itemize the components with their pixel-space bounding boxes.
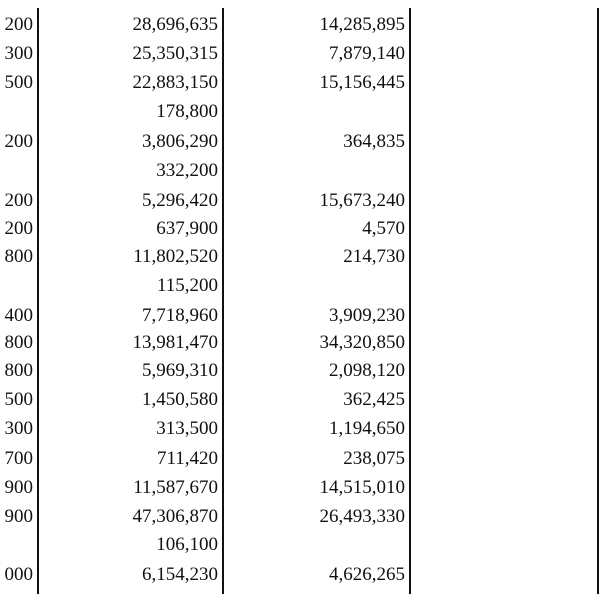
row-code-cell: 000	[4, 564, 33, 585]
table-row	[0, 387, 600, 413]
amount-cell: 238,075	[343, 448, 405, 469]
table-row	[0, 330, 600, 356]
amount-cell: 178,800	[156, 101, 218, 122]
amount-cell: 11,587,670	[133, 477, 218, 498]
table-row	[0, 244, 600, 270]
amount-cell: 25,350,315	[132, 43, 218, 64]
amount-cell: 4,626,265	[329, 564, 405, 585]
row-code-cell: 300	[4, 43, 33, 64]
amount-cell: 11,802,520	[133, 246, 218, 267]
table-row	[0, 562, 600, 588]
row-code-cell: 900	[4, 477, 33, 498]
amount-cell: 26,493,330	[319, 506, 405, 527]
amount-cell: 362,425	[343, 389, 405, 410]
amount-cell: 364,835	[343, 131, 405, 152]
row-code-cell: 300	[4, 418, 33, 439]
amount-cell: 22,883,150	[132, 72, 218, 93]
amount-cell: 637,900	[156, 218, 218, 239]
row-code-cell: 800	[4, 246, 33, 267]
row-code-cell: 200	[4, 14, 33, 35]
amount-cell: 28,696,635	[132, 14, 218, 35]
amount-cell: 15,673,240	[319, 190, 405, 211]
table-row	[0, 416, 600, 442]
table-row	[0, 129, 600, 155]
amount-cell: 2,098,120	[329, 360, 405, 381]
amount-cell: 1,450,580	[142, 389, 218, 410]
amount-cell: 313,500	[156, 418, 218, 439]
amount-cell: 1,194,650	[329, 418, 405, 439]
amount-cell: 15,156,445	[319, 72, 405, 93]
amount-cell: 7,879,140	[329, 43, 405, 64]
row-code-cell: 500	[4, 72, 33, 93]
table-row	[0, 70, 600, 96]
table-row	[0, 303, 600, 329]
row-code-cell: 900	[4, 506, 33, 527]
amount-cell: 47,306,870	[132, 506, 218, 527]
amount-cell: 4,570	[362, 218, 405, 239]
table-row	[0, 446, 600, 472]
row-code-cell: 200	[4, 218, 33, 239]
amount-cell: 14,285,895	[319, 14, 405, 35]
amount-cell: 6,154,230	[142, 564, 218, 585]
amount-cell: 5,969,310	[142, 360, 218, 381]
table-row	[0, 532, 600, 558]
amount-cell: 5,296,420	[142, 190, 218, 211]
amount-cell: 711,420	[156, 448, 218, 469]
table-row	[0, 188, 600, 214]
row-code-cell: 700	[4, 448, 33, 469]
table-row	[0, 41, 600, 67]
amount-cell: 332,200	[156, 160, 218, 181]
amount-cell: 7,718,960	[142, 305, 218, 326]
amount-cell: 13,981,470	[132, 332, 218, 353]
table-row	[0, 475, 600, 501]
table-row	[0, 358, 600, 384]
table-row	[0, 158, 600, 184]
amount-cell: 115,200	[156, 275, 218, 296]
table-row	[0, 273, 600, 299]
amount-cell: 214,730	[343, 246, 405, 267]
row-code-cell: 400	[4, 305, 33, 326]
row-code-cell: 200	[4, 190, 33, 211]
amount-cell: 34,320,850	[319, 332, 405, 353]
row-code-cell: 800	[4, 332, 33, 353]
table-row	[0, 504, 600, 530]
amount-cell: 14,515,010	[319, 477, 405, 498]
table-row	[0, 216, 600, 242]
amount-cell: 106,100	[156, 534, 218, 555]
table-row	[0, 12, 600, 38]
amount-cell: 3,909,230	[329, 305, 405, 326]
amount-cell: 3,806,290	[142, 131, 218, 152]
row-code-cell: 200	[4, 131, 33, 152]
table-row	[0, 99, 600, 125]
row-code-cell: 800	[4, 360, 33, 381]
row-code-cell: 500	[4, 389, 33, 410]
